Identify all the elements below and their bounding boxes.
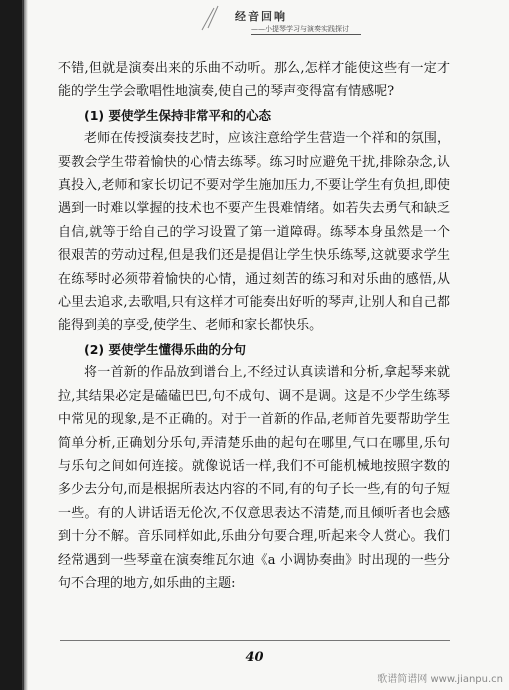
header-title: 经音回响 bbox=[235, 10, 287, 23]
footer-rule bbox=[60, 640, 450, 641]
paragraph: 将一首新的作品放到谱台上,不经过认真读谱和分析,拿起琴来就拉,其结果必定是磕磕巴巴,句不成句、调不是调。这是不少学生练琴中常见的现象,是不正确的。对于一首新的作品,老师首先要帮助学生简单分析,正确划分乐句,弄清楚乐曲的起句在哪里,气口在哪里,乐句与乐句之间如何连接。就像说话一样,我们不可能机械地按照字数的多少去分句,而是根据所表达内容的不同,有的句子长一些,有的句子短一些。有的人讲话语无伦次,不仅意思表达不清楚,而且倾听者也会感到十分不解。音乐同样如此,乐曲分句要合理,听起来令人赏心。我们经常遇到一些琴童在演奏维瓦尔迪《a 小调协奏曲》时出现的一些分句不合理的地方,如乐曲的主题: bbox=[58, 365, 450, 591]
binding-shadow bbox=[0, 0, 24, 690]
header-rule bbox=[251, 34, 361, 35]
paragraph: 老师在传授演奏技艺时，应该注意给学生营造一个祥和的氛围，要教会学生带着愉快的心情去练琴。练习时应避免干扰,排除杂念,认真投入,老师和家长切记不要对学生施加压力,不要让学生有负担,即使遇到一时难以掌握的技术也不要产生畏难情绪。如若失去勇气和缺乏自信,就等于给自己的学习设置了第一道障碍。练琴本身虽然是一个很艰苦的劳动过程,但是我们还是提倡让学生快乐练琴,这就要求学生在练琴时必须带着愉快的心情，通过刻苦的练习和对乐曲的感悟,从心里去追求,去歌唱,只有这样才可能奏出好听的琴声,让别人和自己都能得到美的享受,使学生、老师和家长都快乐。 bbox=[58, 131, 450, 334]
section-heading-2: (2) 要使学生懂得乐曲的分句 bbox=[84, 341, 246, 357]
page-number: 40 bbox=[245, 650, 264, 665]
site-watermark: 歌谱简谱网 www.jianpu.cn bbox=[377, 674, 503, 685]
body-text bbox=[58, 57, 450, 595]
paragraph-continuation: 不错,但就是演奏出来的乐曲不动听。那么,怎样才能使这些有一定才能的学生学会歌唱性地演奏,使自己的琴声变得富有情感呢? bbox=[58, 61, 450, 100]
section-heading-1: (1) 要使学生保持非常平和的心态 bbox=[84, 107, 271, 123]
running-header bbox=[215, 8, 385, 48]
header-subtitle: ——小提琴学习与演奏实践探讨 bbox=[251, 25, 349, 33]
